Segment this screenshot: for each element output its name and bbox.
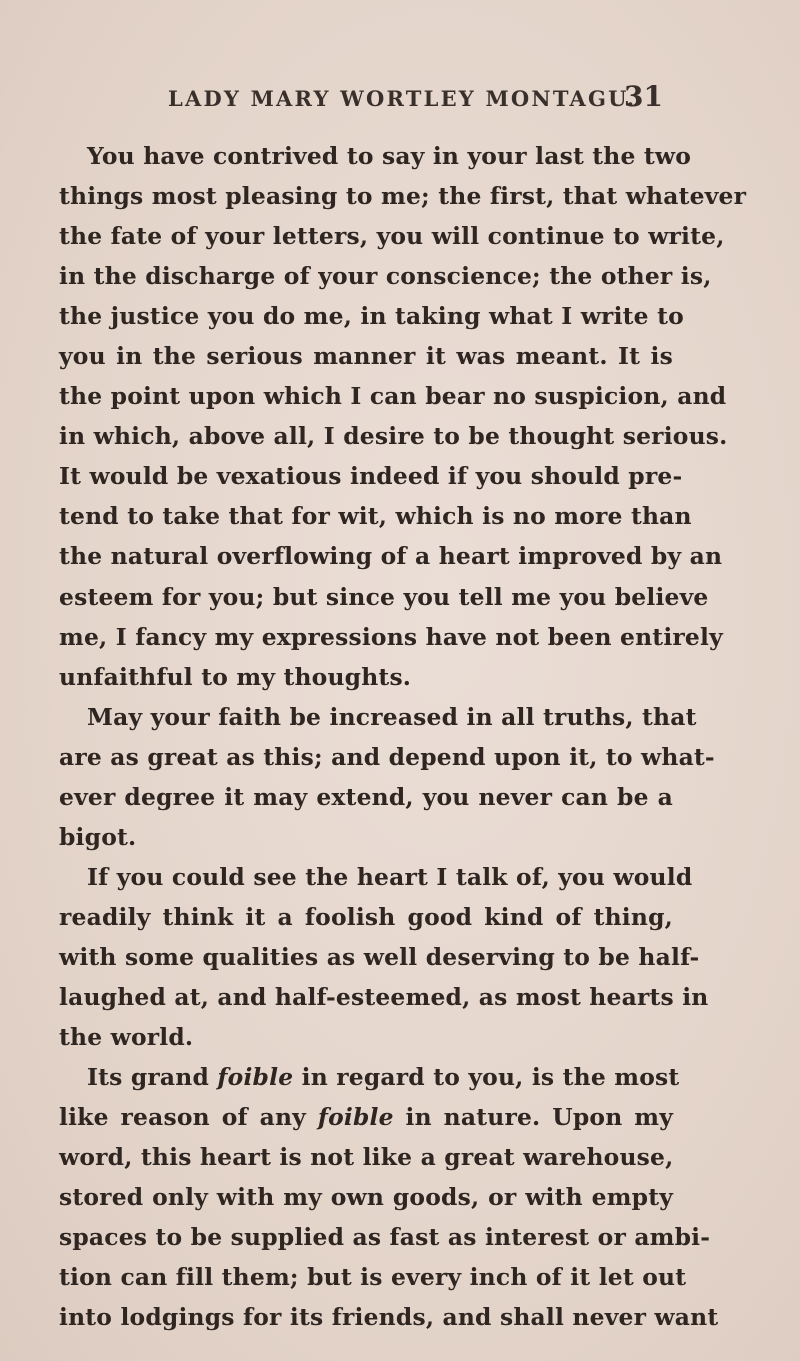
text-line: bigot. bbox=[59, 822, 137, 851]
paragraph-4 bbox=[59, 1057, 719, 1337]
text-line: you in the serious manner it was meant. It is bbox=[59, 342, 673, 371]
paragraph-3 bbox=[59, 857, 709, 1057]
letter-body bbox=[59, 136, 747, 1337]
text-line: the world. bbox=[59, 1023, 194, 1052]
running-head-title: LADY MARY WORTLEY MONTAGU. bbox=[168, 86, 637, 111]
text-line: If you could see the heart I talk of, you would bbox=[87, 862, 693, 891]
text-segment: Its grand bbox=[87, 1063, 218, 1092]
text-line: with some qualities as well deserving to be half- bbox=[59, 942, 700, 971]
italic-word: foible bbox=[317, 1103, 394, 1132]
text-line: unfaithful to my thoughts. bbox=[59, 662, 412, 691]
text-line bbox=[59, 1097, 673, 1137]
italic-word: foible bbox=[217, 1063, 294, 1092]
text-line: readily think it a foolish good kind of thing, bbox=[59, 902, 673, 931]
text-line: in which, above all, I desire to be thought serious. bbox=[59, 422, 728, 451]
text-line: the justice you do me, in taking what I write to bbox=[59, 302, 684, 331]
text-line: the natural overflowing of a heart improved by an bbox=[59, 542, 723, 571]
text-segment: in nature. Upon my bbox=[393, 1103, 673, 1132]
paragraph-2 bbox=[59, 697, 715, 857]
text-line: stored only with my own goods, or with empty bbox=[59, 1183, 673, 1212]
text-line: You have contrived to say in your last the two bbox=[87, 142, 692, 170]
text-line bbox=[59, 1057, 680, 1097]
text-line: tion can fill them; but is every inch of it let out bbox=[59, 1263, 687, 1292]
text-line: the fate of your letters, you will continue to write, bbox=[59, 222, 725, 251]
text-line: the point upon which I can bear no suspicion, and bbox=[59, 382, 727, 411]
text-line: May your faith be increased in all truths, that bbox=[87, 702, 697, 731]
text-segment: in regard to you, is the most bbox=[293, 1063, 680, 1092]
text-line: tend to take that for wit, which is no more than bbox=[59, 502, 692, 531]
text-line: It would be vexatious indeed if you should pre- bbox=[59, 462, 683, 491]
text-line: spaces to be supplied as fast as interest or ambi- bbox=[59, 1223, 711, 1252]
text-line: word, this heart is not like a great warehouse, bbox=[59, 1143, 674, 1172]
text-line: me, I fancy my expressions have not been entirely bbox=[59, 622, 723, 651]
text-line: things most pleasing to me; the first, that whatever bbox=[59, 182, 747, 211]
text-line: in the discharge of your conscience; the other is, bbox=[59, 262, 712, 291]
text-line: are as great as this; and depend upon it, to what- bbox=[59, 742, 715, 771]
paragraph-1 bbox=[59, 136, 747, 697]
text-line: ever degree it may extend, you never can be a bbox=[59, 782, 673, 811]
page-number: 31 bbox=[624, 80, 663, 113]
text-segment: like reason of any bbox=[59, 1103, 318, 1132]
text-line: esteem for you; but since you tell me you believe bbox=[59, 582, 709, 611]
text-line: into lodgings for its friends, and shall never want bbox=[59, 1303, 719, 1332]
text-line: laughed at, and half-esteemed, as most hearts in bbox=[59, 982, 709, 1011]
